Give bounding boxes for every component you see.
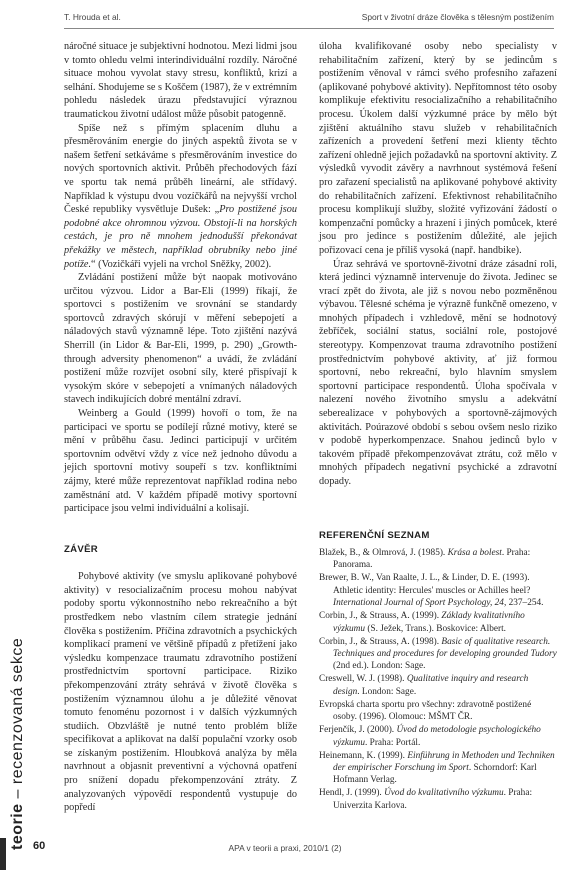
reference-item: [319, 699, 557, 724]
reference-title: International Journal of Sport Psychology, 24: [333, 598, 504, 609]
reference-item: [319, 547, 557, 572]
reference-title: Basic of qualitative research. Techniques and procedures for developing grounded Tudory: [333, 636, 557, 659]
reference-item: [319, 610, 557, 635]
reference-item: [319, 572, 557, 609]
page-footer: APA v teorii a praxi, 2010/1 (2): [228, 843, 342, 853]
reference-text: Evropská charta sportu pro všechny: zdravotně postižené osoby. (1996). Olomouc: MŠMT ČR.: [319, 699, 532, 723]
reference-item: [319, 787, 557, 812]
paragraph: náročné situace je subjektivní hodnotou. Mezi lidmi jsou v tomto ohledu velmi interindividuální rozdíly. Náročné situace mohou vyvolat stavy stresu, konfliktů, krizí a selhání. Shodujeme se s Koščem (1987), že v extrémním pohledu následek úrazu představující výraznou traumatickou životní událost může působit patogenně.: [64, 41, 297, 120]
reference-publisher: . London: Sage.: [357, 686, 417, 697]
reference-text: Blažek, B., & Olmrová, J. (1985).: [319, 547, 448, 558]
paragraph: Pohybové aktivity (ve smyslu aplikované pohybové aktivity) v resocializačním procesu mohou nabývat podoby sportu výkonnostního nebo rekreačního a být prostředkem nebo vlastním cílem strategie jednání člověka s postižením. Příčina zdravotních a psychických komplikací pramení ve většině případů z přetížení jako výsledku kompenzace traumatu zdravotního postižení prostřednictvím sportovní participace. Riziko překompenzování ztráty sehrává v životě člověka s postižením významnou úlohu a je důležité věnovat tomuto fenoménu pozornost i v dalších výzkumných studiích. Obzvláště je nutné tento problém blíže specifikovat a aplikovat na další populační vzorky osob se získaným postižením. Hloubková analýza by měla navrhnout a objasnit preventivní a výchovná opatření pro snížení dopadu překompenzování ztráty. Z analyzovaných výpovědí respondentů vystupuje do popředí: [64, 571, 297, 814]
side-label-rest: recenzovaná sekce: [9, 637, 26, 785]
reference-publisher: . Praha: Panorama.: [333, 547, 531, 571]
side-section-label: [9, 638, 27, 850]
reference-text: Corbin, J., & Strauss, A. (1999).: [319, 611, 442, 622]
paragraph: Weinberg a Gould (1999) hovoří o tom, že na participaci ve sportu se podílejí různé motivy, které se mění v průběhu času. Jedinci participují v určitém sportovním odvětví vždy z více než jednoho důvodu a jejich sportovní motivy soupeří s tzv. konfliktními zájmy, které může reprezentovat například rodina nebo zaměstnání atd. V každém případě motivy sportovní participace jsou velmi individuální a kolisají.: [64, 408, 297, 515]
page-number: 60: [33, 840, 46, 852]
reference-title: Základy kvalitativního výzkumu: [333, 611, 525, 634]
header-rule: [64, 28, 554, 29]
paragraph: Zvládání postižení může být naopak motivováno určitou výzvou. Lidor a Bar-Eli (1999) říkají, že sportovci s postižením ve srovnání se standardy sportovců zdravých skórují v měření sebepojetí a náladových stavů významně lépe. Toto zjištění nazývá Sherrill (in Lidor & Bar-Eli, 1999, p. 290) „Growth-through adversity phenomenon“ a uvádí, že zvládání postižení může rozvíjet osobní síly, které přispívají k vysokým skóre v sebepojetí a vnímaných náladových stavech indikujících dobré mentální zdraví.: [64, 272, 297, 406]
reference-text: Creswell, W. J. (1998).: [319, 674, 407, 685]
reference-title: Úvod do metodologie psychologického výzkumu: [333, 725, 541, 748]
reference-publisher: (S. Ježek, Trans.). Boskovice: Albert.: [365, 623, 507, 634]
reference-text: Heinemann, K. (1999).: [319, 750, 408, 761]
running-header-title: Sport v životní dráze člověka s tělesným postižením: [361, 12, 554, 22]
reference-item: [319, 673, 557, 698]
reference-publisher: , 237–254.: [503, 598, 544, 609]
paragraph: Úraz sehrává ve sportovně-životní dráze zásadní roli, která jedinci významně intervenuje do života. Jedinec se vrací zpět do života, ale již s novou nebo pozměněnou výbavou. Tělesné schéma je výrazně funkčně omezeno, v mnohých případech i vzhledově, mění se hodnotový žebříček, sociální status, sociální role, postojové stereotypy. Kompenzovat trauma zdravotního postižení prostřednictvím pohybové aktivity, ať již formou sportovní, nebo rekreační, bylo hlavním smyslem sportovní participace respondentů. Úloha spočívala v nalezení nového životního smyslu a adekvátní seberealizace v pohybových a sportovně-zájmových aktivitách. Poúrazové období s sebou ovšem neslo riziko v podobě hyperkompenzace. Snahou jedinců bylo v takovém případě překompenzovávat ztrátu, což mělo v mnohých případech negativní psychické a zdravotní dopady.: [319, 258, 557, 487]
section-heading-conclusion: ZÁVĚR: [64, 543, 99, 555]
reference-item: [319, 636, 557, 673]
reference-title: Úvod do kvalitativního výzkumu: [384, 788, 504, 799]
reference-text: Brewer, B. W., Van Raalte, J. L., & Linder, D. E. (1993). Athletic identity: Hercules' muscles or Achilles heel?: [319, 573, 531, 596]
reference-publisher: (2nd ed.). London: Sage.: [333, 661, 426, 672]
reference-text: Ferjenčík, J. (2000).: [319, 725, 397, 736]
quotation: Pro postižené jsou podobné akce ohromnou výzvou. Obstojí-li na horských cestách, je pro ně mnohem jednodušší překonávat překážky ve městech, například obrubníky nebo jiné potíže.: [64, 204, 297, 270]
paragraph: úloha kvalifikované osoby nebo specialisty v rehabilitačním zařízení, který by se jedincům s postižením věnoval v rámci svého profesního zařazení (aplikované pohybové aktivity). Nepřítomnost této osoby komplikuje efektivitu resocializačního a rehabilitačního procesu. Úkolem další výzkumné práce by mělo být zjištění aktuálního stavu služeb v rehabilitačních zařízeních a provedení šetření mezi klienty těchto zařízení ohledně jejich požadavků na sportovní aktivity. Z výsledků vyvodit závěry a navrhnout systémová řešení pro zařazení specialistů na aplikované pohybové aktivity do rehabilitačních zařízení. Efektivnost rehabilitačního procesu komplikují služby, složité vyřizování žádostí o kompenzační pomůcky a hrazení i jiných pomůcek, které jsou pro jedince s postižením důležité, ale jejich pořizovací cena je příliš vysoká (např. handbike).: [319, 41, 557, 256]
side-label-dash: –: [9, 784, 26, 804]
left-column: [64, 40, 297, 815]
reference-item: [319, 750, 557, 787]
paragraph-text: Spíše než s přímým splacením dluhu a přesměrováním energie do jiných aspektů života se v našem šetření setkáváme s přesměrováním investice do nových sportovních aktivit. Průběh přechodových fází ve sportu tak nemá průběh lineární, ale střídavý. Například k výstupu dvou vozíčkářů na nejvyšší vrchol České republiky vysvětluje Dušek: „: [64, 122, 297, 216]
quotation-citation: “ (Vozičkáři vyjeli na vrchol Sněžky, 2002).: [91, 258, 272, 270]
section-heading-references: REFERENČNÍ SEZNAM: [319, 530, 430, 542]
reference-title: Qualitative inquiry and research design: [333, 674, 529, 697]
reference-list: [319, 547, 557, 812]
reference-item: [319, 724, 557, 749]
reference-text: Corbin, J., & Strauss, A. (1998).: [319, 636, 442, 647]
reference-title: Einführung in Methoden und Techniken der empirischer Forschung im Sport: [333, 750, 555, 774]
side-label-bold: teorie: [9, 803, 26, 850]
reference-title: Krása a bolest: [447, 547, 502, 558]
reference-publisher: . Schorndorf: Karl Hofmann Verlag.: [333, 763, 537, 786]
reference-text: Hendl, J. (1999).: [319, 788, 385, 799]
right-column: [319, 40, 557, 813]
reference-publisher: . Praha: Univerzita Karlova.: [333, 788, 533, 811]
running-header-authors: T. Hrouda et al.: [64, 12, 121, 22]
paragraph-with-quote: [64, 122, 297, 272]
reference-publisher: . Praha: Portál.: [365, 737, 421, 748]
